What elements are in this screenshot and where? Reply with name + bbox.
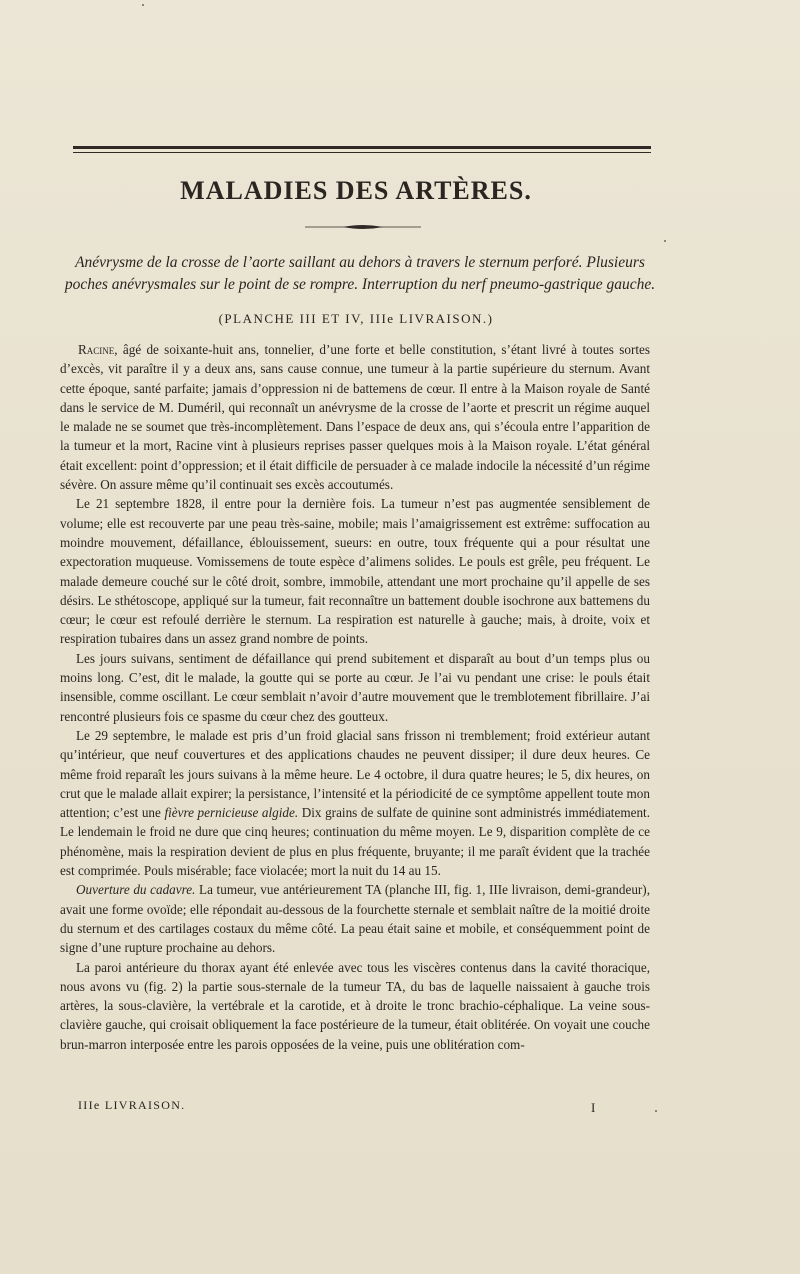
header-rule-thick: [73, 146, 651, 149]
page-title: MALADIES DES ARTÈRES.: [180, 176, 532, 205]
paper-speck: [664, 240, 666, 242]
page-number: I: [591, 1100, 596, 1115]
paragraph-tail: Dix grains de sulfate de quinine sont administrés immédiatement. Le lendemain le froid ne dure que cinq heures; continuation du même moyen. Le 9, disparition complète de ce phénomène, mais la respiration devient de plus en plus fréquente, bruyante; il me paraît évident que la trachée est comprimée. Pouls misérable; face violacée; mort la nuit du 14 au 15.: [60, 805, 650, 879]
paper-speck: [655, 1110, 657, 1112]
subtitle: Anévrysme de la crosse de l’aorte saillant au dehors à travers le sternum perforé. Plusieurs poches anévrysmales sur le point de se rompre. Interruption du nerf pneumo-gastrique gauche.: [64, 254, 656, 293]
paragraph-1: [60, 340, 650, 494]
article-body: [60, 340, 650, 1054]
paragraph-italic-lead: Ouverture du cadavre.: [76, 882, 196, 898]
paragraph-3: Les jours suivans, sentiment de défaillance qui prend subitement et disparaît au bout d’un temps plus ou moins long. C’est, dit le malade, la goutte qui se porte au cœur. Je l’ai vu pendant une crise: le pouls était insensible, comme oscillant. Le cœur semblait n’avoir d’autre mouvement que le tremblotement fibrillaire. J’ai rencontré plusieurs fois ce spasme du cœur chez des goutteux.: [60, 650, 650, 724]
paper-speck: [142, 4, 144, 6]
footer-livraison: IIIe LIVRAISON.: [78, 1098, 186, 1112]
paragraph-6: La paroi antérieure du thorax ayant été enlevée avec tous les viscères contenus dans la cavité thoracique, nous avons vu (fig. 2) la partie sous-sternale de la tumeur TA, du bas de laquelle naissaient à gauche trois artères, la sous-clavière, la vertébrale et la carotide, et à droite le tronc brachio-céphalique. La veine sous-clavière gauche, qui croisait obliquement la face postérieure de la tumeur, était oblitérée. On voyait une couche brun-marron interposée entre les parois opposées de la veine, puis une oblitération com-: [60, 959, 650, 1052]
plate-reference: (PLANCHE III ET IV, IIIe LIVRAISON.): [218, 311, 494, 326]
paragraph-lead: Racine: [78, 342, 115, 357]
paragraph-text: La tumeur, vue antérieurement TA (planche III, fig. 1, IIIe livraison, demi-grandeur), avait une forme ovoïde; elle répondait au-dessous de la fourchette sternale et semblait naître de la moitié droite du sternum et des cartilages costaux du même côté. La peau était saine et mobile, et conséquemment point de signe d’une rupture prochaine au dehors.: [60, 882, 651, 956]
paragraph-text: , âgé de soixante-huit ans, tonnelier, d’une forte et belle constitution, s’étant livré à toutes sortes d’excès, vit paraître il y a deux ans, sans cause connue, une tumeur à la partie supérieure du sternum. Avant cette époque, santé parfaite; jamais d’oppression ni de battemens de cœur. Il entre à la Maison royale de Santé dans le service de M. Duméril, qui reconnaît un anévrysme de la crosse de l’aorte et prescrit un régime auquel le malade ne se soumet que très-incomplètement. Dans l’espace de deux ans, qui s’écoula entre l’apparition de la tumeur et la mort, Racine vint à plusieurs reprises passer quelques mois à la Maison royale. L’état général était excellent: point d’oppression; et il était difficile de persuader à ce malade indocile la nécessité d’un régime sévère. On assure même qu’il continuait ses excès accoutumés.: [60, 342, 650, 493]
paragraph-italic: fièvre pernicieuse algide.: [164, 805, 299, 821]
header-rule-thin: [73, 152, 651, 153]
paragraph-2: Le 21 septembre 1828, il entre pour la dernière fois. La tumeur n’est pas augmentée sensiblement de volume; elle est recouverte par une peau très-saine, mobile; mais l’amaigrissement est extrême: suffocation au moindre mouvement, défaillance, éblouissement, sueurs: en outre, toux fréquente qui a pour résultat une expectoration muqueuse. Vomissemens de toute espèce d’alimens solides. Le pouls est grêle, peu fréquent. Le malade demeure couché sur le côté droit, sombre, immobile, attendant une mort prochaine qu’il appelle de ses désirs. Le sthétoscope, appliqué sur la tumeur, fait reconnaître un battement double isochrone aux battemens du cœur; le cœur est refoulé derrière le sternum. La respiration est naturelle à gauche; mais, à droite, voix et respiration tubaires dans un assez grand nombre de points.: [60, 496, 650, 647]
paragraph-4: [60, 726, 650, 880]
paragraph-5: [60, 880, 650, 957]
title-ornament: [303, 224, 423, 230]
paragraph-text: Le 29 septembre, le malade est pris d’un froid glacial sans frisson ni tremblement; froid extérieur autant qu’intérieur, que neuf couvertures et des applications chaudes ne peuvent dissiper; il dure deux heures. Ce même froid reparaît les jours suivans à la même heure. Le 4 octobre, il dura quatre heures; le 5, dix heures, on crut que le malade allait expirer; la persistance, l’intensité et la périodicité de ce symptôme appellent toute mon attention; c’est une: [60, 727, 650, 821]
